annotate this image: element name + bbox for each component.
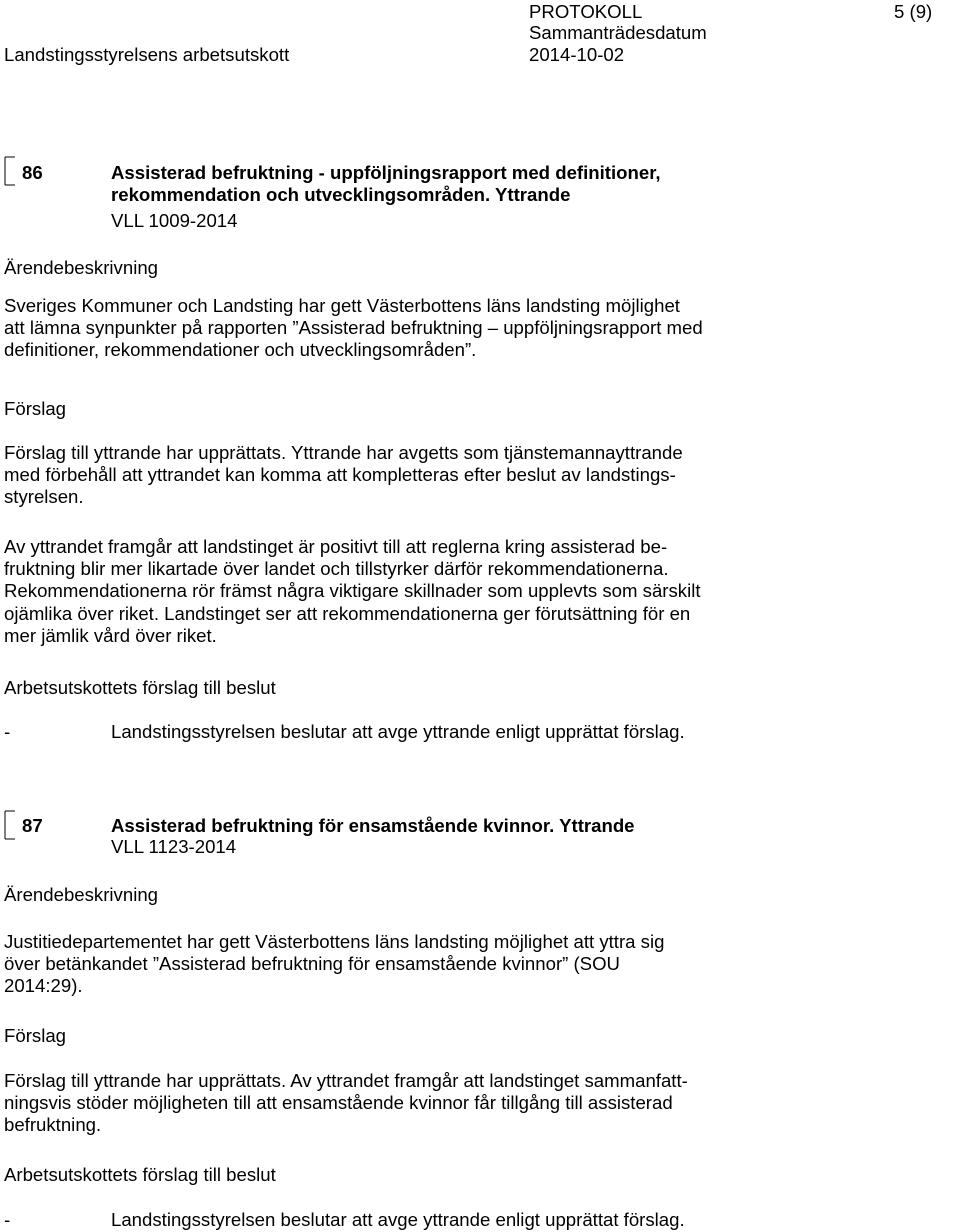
decision-heading: Arbetsutskottets förslag till beslut (4, 1164, 276, 1185)
description-text (4, 931, 774, 998)
proposal-heading: Förslag (4, 1025, 67, 1046)
text-line: att lämna synpunkter på rapporten ”Assisterad befruktning – uppföljningsrapport med (4, 317, 703, 339)
text-line: fruktning blir mer likartade över landet och tillstyrker därför rekommendationerna. (4, 558, 669, 580)
case-reference: VLL 1009-2014 (111, 210, 238, 231)
page-number: 5 (9) (894, 1, 933, 22)
text-line: över betänkandet ”Assisterad befruktning för ensamstående kvinnor” (SOU (4, 953, 620, 975)
proposal-heading: Förslag (4, 398, 67, 419)
description-text (4, 295, 774, 362)
section-title (111, 162, 661, 206)
text-line: mer jämlik vård över riket. (4, 624, 217, 646)
section-title (111, 815, 635, 837)
section-number: 87 (22, 815, 43, 836)
description-heading: Ärendebeskrivning (4, 884, 159, 905)
text-line: Av yttrandet framgår att landstinget är positivt till att reglerna kring assisterad be- (4, 536, 668, 557)
case-reference: VLL 1123-2014 (111, 836, 237, 857)
meeting-date: 2014-10-02 (529, 44, 625, 65)
section-title-line: rekommendation och utvecklingsområden. Yttrande (111, 184, 571, 205)
section-title-line: Assisterad befruktning - uppföljningsrapport med definitioner, (111, 162, 661, 183)
text-line: Förslag till yttrande har upprättats. Yttrande har avgetts som tjänstemannayttrande (4, 442, 683, 463)
text-line: med förbehåll att yttrandet kan komma att kompletteras efter beslut av landstings- (4, 464, 676, 486)
description-heading: Ärendebeskrivning (4, 257, 159, 278)
proposal-text (4, 536, 774, 647)
text-line: Sveriges Kommuner och Landsting har gett Västerbottens läns landsting möjlighet (4, 295, 680, 316)
decision-text: Landstingsstyrelsen beslutar att avge yttrande enligt upprättat förslag. (111, 721, 685, 742)
committee-name: Landstingsstyrelsens arbetsutskott (4, 44, 290, 65)
text-line: 2014:29). (4, 975, 83, 997)
section-number: 86 (22, 162, 43, 183)
meeting-date-label: Sammanträdesdatum (529, 22, 707, 43)
section-mark-icon (4, 156, 16, 186)
text-line: Justitiedepartementet har gett Västerbottens läns landsting möjlighet att yttra sig (4, 931, 665, 952)
text-line: befruktning. (4, 1114, 102, 1136)
text-line: styrelsen. (4, 486, 84, 508)
section-mark-icon (4, 810, 16, 840)
text-line: definitioner, rekommendationer och utvecklingsområden”. (4, 339, 477, 361)
decision-dash: - (4, 1209, 11, 1230)
proposal-text (4, 1070, 774, 1137)
text-line: ojämlika över riket. Landstinget ser att rekommendationerna ger förutsättning för en (4, 602, 691, 624)
text-line: Förslag till yttrande har upprättats. Av yttrandet framgår att landstinget sammanfatt- (4, 1070, 688, 1091)
text-line: ningsvis stöder möjligheten till att ensamstående kvinnor får tillgång till assisterad (4, 1092, 673, 1114)
proposal-text (4, 442, 774, 509)
decision-text: Landstingsstyrelsen beslutar att avge yttrande enligt upprättat förslag. (111, 1209, 685, 1230)
decision-heading: Arbetsutskottets förslag till beslut (4, 677, 276, 698)
text-line: Rekommendationerna rör främst några viktigare skillnader som upplevts som särskilt (4, 580, 701, 602)
section-title-line: Assisterad befruktning för ensamstående kvinnor. Yttrande (111, 815, 635, 836)
protocol-label: PROTOKOLL (529, 1, 643, 22)
decision-dash: - (4, 721, 11, 742)
